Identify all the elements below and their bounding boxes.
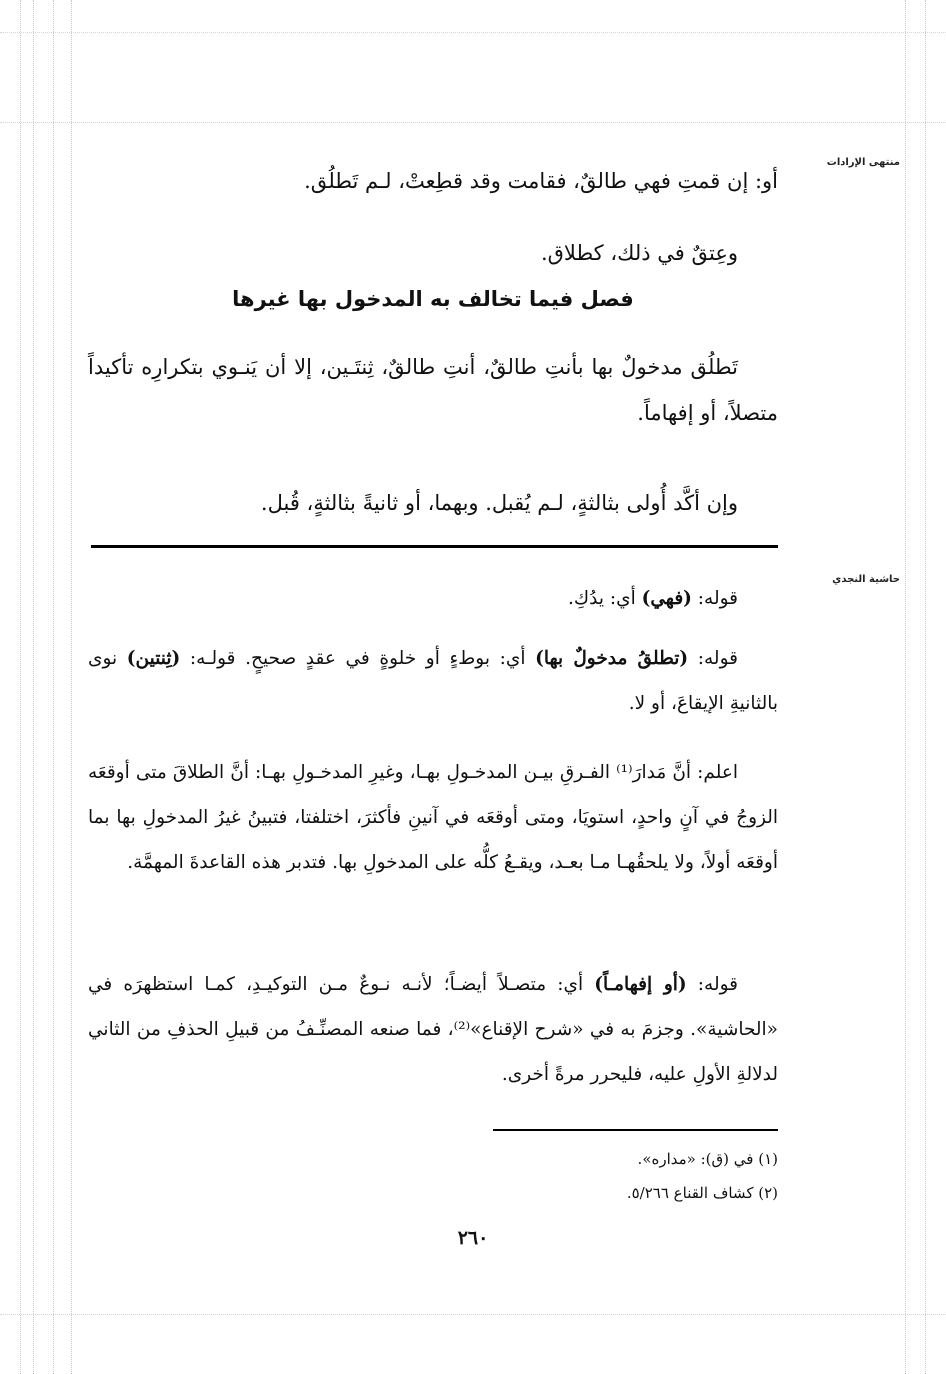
- scan-guide-line: [20, 0, 21, 1374]
- scan-guide-line: [53, 0, 54, 1374]
- label-text: قوله:: [691, 588, 738, 609]
- quoted-term: (أو إفهامـاً): [594, 974, 687, 995]
- matn-paragraph-4: [88, 480, 778, 526]
- hashia-paragraph-3: [88, 750, 778, 885]
- scan-guide-line: [905, 0, 906, 1374]
- hashia-paragraph-2: [88, 636, 778, 726]
- matn-line-2: [88, 230, 778, 276]
- comment-text: أي: بوطءٍ أو خلوةٍ في عقدٍ صحيحٍ. قولـه:: [180, 648, 536, 669]
- quoted-term: (فهي): [641, 588, 692, 609]
- separator-rule: [91, 545, 778, 548]
- hashia-paragraph-1: [88, 576, 778, 621]
- side-title-hashia: حاشية النجدي: [832, 574, 900, 585]
- scan-guide-line: [0, 122, 946, 123]
- quoted-term: (ثِنتين): [126, 648, 181, 669]
- quoted-term: (تطلقُ مدخولٌ بها): [535, 648, 689, 669]
- hashia-text: [88, 636, 778, 726]
- section-heading: فصل فيما تخالف به المدخول بها غيرها: [232, 287, 634, 311]
- footnote-rule: [493, 1129, 778, 1131]
- scan-guide-line: [0, 1314, 946, 1315]
- matn-text: وعِتقٌ في ذلك، كطلاق.: [540, 241, 738, 265]
- matn-paragraph-3: [88, 344, 778, 436]
- comment-text: أي: يدُكِ.: [568, 588, 642, 609]
- matn-line-1: [88, 158, 778, 204]
- scan-guide-line: [33, 0, 34, 1374]
- page-number: ٢٦٠: [457, 1227, 489, 1249]
- label-text: قوله:: [688, 648, 738, 669]
- hashia-text: [88, 962, 778, 1097]
- hashia-text: [88, 576, 778, 621]
- comment-text: أي: متصـلاً أيضـاً؛ لأنـه نـوعٌ مـن التوكيـدِ، كمـا استظهرَه في «الحاشية». وجزمَ به في «شرح الإقناع»⁽²⁾، فما صنعه المصنِّـفُ من قبيلِ الحذفِ من الثاني لدلالةِ الأولِ عليه، فليحرر مرةً أخرى.: [88, 974, 778, 1085]
- scan-guide-line: [0, 32, 946, 33]
- hashia-text: اعلم: أنَّ مَدارَ⁽¹⁾ الفـرقِ بيـن المدخـولِ بهـا، وغيرِ المدخـولِ بهـا: أنَّ الطلاقَ متى أوقعَه الزوجُ في آنٍ واحدٍ، استويَا، ومتى أوقعَه في آنينِ فأكثرَ، اختلفتا، فتبينُ غيرُ المدخولِ بها بما أوقعَه أولاً، ولا يلحقُهـا مـا بعـد، ويقـعُ كلُّه على المدخولِ بها. فتدبر هذه القاعدةَ المهمَّة.: [88, 762, 778, 873]
- scan-guide-line: [71, 0, 72, 1374]
- matn-text: تَطلُق مدخولٌ بها بأنتِ طالقٌ، أنتِ طالقٌ، ثِنتَـين، إلا أن يَنـوي بتكرارِه تأكيداً متصلاً، أو إفهاماً.: [88, 355, 778, 425]
- scan-guide-line: [925, 0, 926, 1374]
- matn-text: أو: إن قمتِ فهي طالقٌ، فقامت وقد قطِعتْ، لـم تَطلُق.: [304, 169, 778, 193]
- footnote-1: (١) في (ق): «مداره».: [637, 1150, 778, 1168]
- label-text: قوله:: [686, 974, 738, 995]
- hashia-paragraph-4: [88, 962, 778, 1097]
- comment-text: نوى بالثانيةِ الإيقاعَ، أو لا.: [88, 648, 778, 714]
- matn-text: وإن أكَّد أُولى بثالثةٍ، لـم يُقبل. وبهما، أو ثانيةً بثالثةٍ، قُبل.: [260, 491, 738, 515]
- side-title-matn: منتهى الإرادات: [826, 157, 900, 168]
- footnote-2: (٢) كشاف القناع ٥/٢٦٦.: [626, 1184, 778, 1202]
